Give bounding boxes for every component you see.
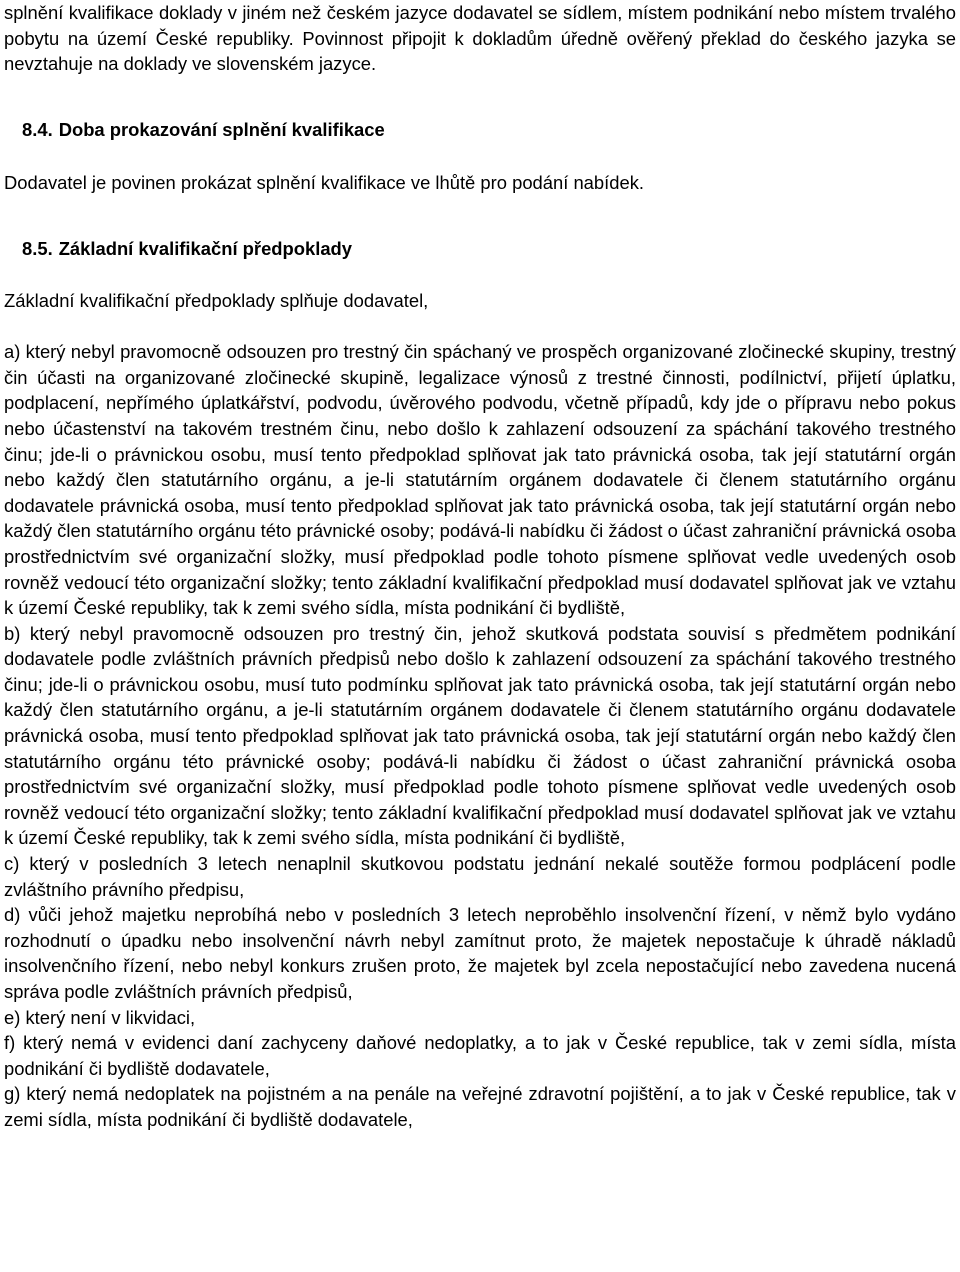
section-8-4-body: Dodavatel je povinen prokázat splnění kvalifikace ve lhůtě pro podání nabídek.: [4, 172, 644, 194]
list-item: f) který nemá v evidenci daní zachyceny daňové nedoplatky, a to jak v České republice, tak v zemi sídla, místa podnikání či bydliště dodavatele,: [4, 1032, 956, 1079]
section-8-4-number: 8.4.: [22, 118, 53, 140]
section-8-4-title: Doba prokazování splnění kvalifikace: [58, 118, 385, 140]
document-page: [4, 0, 956, 1133]
list-item: g) který nemá nedoplatek na pojistném a na penále na veřejné zdravotní pojištění, a to jak v České republice, tak v zemi sídla, místa podnikání či bydliště dodavatele,: [4, 1083, 956, 1130]
list-item: d) vůči jehož majetku neprobíhá nebo v posledních 3 letech neproběhlo insolvenční řízení, v němž bylo vydáno rozhodnutí o úpadku nebo insolvenční návrh nebyl zamítnut proto, že majetek nepostačuje k úhradě nákladů insolvenčního řízení, nebo nebyl konkurs zrušen proto, že majetek byl zcela nepostačující nebo zavedena nucená správa podle zvláštních právních předpisů,: [4, 904, 956, 1002]
section-8-5-title: Základní kvalifikační předpoklady: [58, 237, 353, 259]
section-8-5-number: 8.5.: [22, 237, 53, 259]
list-item: b) který nebyl pravomocně odsouzen pro trestný čin, jehož skutková podstata souvisí s předmětem podnikání dodavatele podle zvláštních právních předpisů nebo došlo k zahlazení odsouzení za spáchání takového trestného činu; jde-li o právnickou osobu, musí tuto podmínku splňovat jak tato právnická osoba, tak její statutární orgán nebo každý člen statutárního orgánu, a je-li statutárním orgánem dodavatele či členem statutárního orgánu dodavatele právnická osoba, musí tento předpoklad splňovat jak tato právnická osoba, tak její statutární orgán nebo každý člen statutárního orgánu této právnické osoby; podává-li nabídku či žádost o účast zahraniční právnická osoba prostřednictvím své organizační složky, musí předpoklad podle tohoto písmene splňovat vedle uvedených osob rovněž vedoucí této organizační složky; tento základní kvalifikační předpoklad musí dodavatel splňovat jak ve vztahu k území České republiky, tak k zemi svého sídla, místa podnikání či bydliště,: [4, 622, 956, 849]
intro-paragraph: splnění kvalifikace doklady v jiném než českém jazyce dodavatel se sídlem, místem podnikání nebo místem trvalého pobytu na území České republiky. Povinnost připojit k dokladům úředně ověřený překlad do českého jazyka se nevztahuje na doklady ve slovenském jazyce.: [4, 2, 956, 75]
list-item: e) který není v likvidaci,: [4, 1006, 196, 1028]
list-item: a) který nebyl pravomocně odsouzen pro trestný čin spáchaný ve prospěch organizované zločinecké skupiny, trestný čin účasti na organizované zločinecké skupině, legalizace výnosů z trestné činnosti, podílnictví, přijetí úplatku, podplacení, nepřímého úplatkářství, podvodu, úvěrového podvodu, včetně případů, kdy jde o přípravu nebo pokus nebo účastenství na takovém trestném činu, nebo došlo k zahlazení odsouzení za spáchání takového trestného činu; jde-li o právnickou osobu, musí tento předpoklad splňovat jak tato právnická osoba, tak její statutární orgán nebo každý člen statutárního orgánu, a je-li statutárním orgánem dodavatele či členem statutárního orgánu dodavatele právnická osoba, musí tento předpoklad splňovat jak tato právnická osoba, tak její statutární orgán nebo každý člen statutárního orgánu této právnické osoby; podává-li nabídku či žádost o účast zahraniční právnická osoba prostřednictvím své organizační složky, musí předpoklad podle tohoto písmene splňovat vedle uvedených osob rovněž vedoucí této organizační složky; tento základní kvalifikační předpoklad musí dodavatel splňovat jak ve vztahu k území České republiky, tak k zemi svého sídla, místa podnikání či bydliště,: [4, 341, 956, 619]
section-8-5-heading: [4, 236, 956, 262]
section-8-5-lead: Základní kvalifikační předpoklady splňuje dodavatel,: [4, 289, 429, 311]
qualification-list: [4, 339, 956, 1132]
list-item: c) který v posledních 3 letech nenaplnil skutkovou podstatu jednání nekalé soutěže formou podplácení podle zvláštního právního předpisu,: [4, 853, 956, 900]
section-8-4-heading: [4, 117, 956, 143]
